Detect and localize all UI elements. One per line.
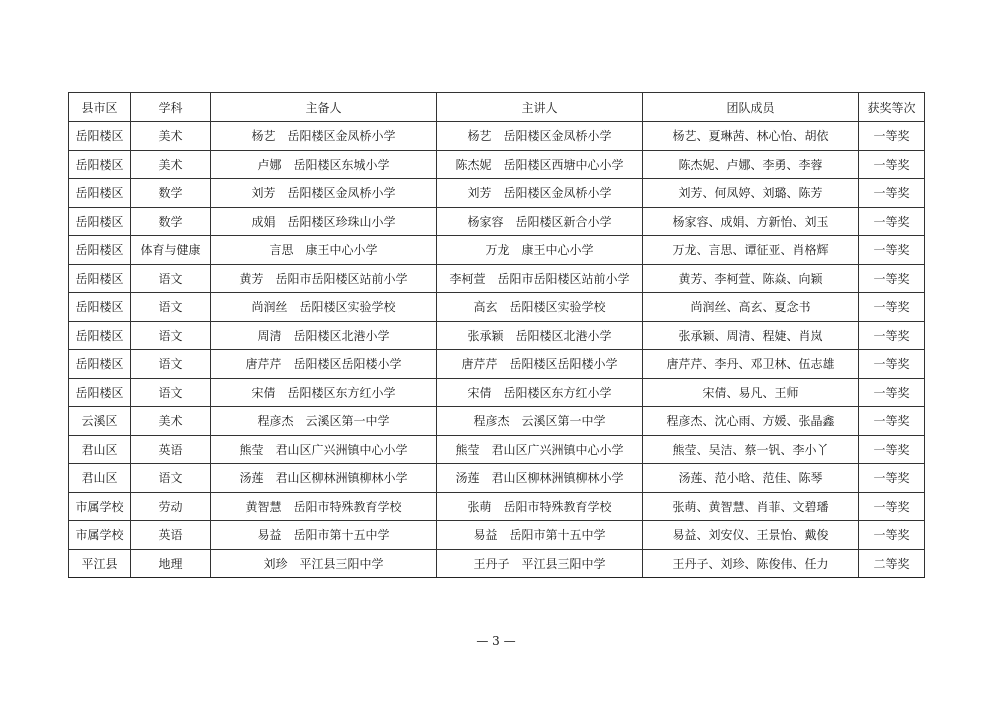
subject-cell: 劳动 — [131, 492, 211, 521]
table-row — [69, 179, 925, 208]
team-cell: 张承颖、周清、程婕、肖岚 — [643, 321, 859, 350]
award-cell: 一等奖 — [859, 150, 925, 179]
preparer-school: 岳阳楼区实验学校 — [299, 300, 396, 315]
header-lecturer: 主讲人 — [437, 93, 643, 122]
preparer-name: 言思 — [269, 243, 294, 258]
preparer-cell — [211, 378, 437, 407]
table-row — [69, 207, 925, 236]
subject-cell: 美术 — [131, 122, 211, 151]
preparer-school: 岳阳市岳阳楼区站前小学 — [275, 271, 408, 286]
team-cell: 尚润丝、高玄、夏念书 — [643, 293, 859, 322]
award-cell: 一等奖 — [859, 321, 925, 350]
preparer-name: 刘珍 — [263, 556, 288, 571]
team-cell: 杨艺、夏琳茜、林心怡、胡依 — [643, 122, 859, 151]
preparer-cell — [211, 264, 437, 293]
lecturer-cell — [437, 350, 643, 379]
district-cell: 市属学校 — [69, 492, 131, 521]
preparer-cell — [211, 207, 437, 236]
district-cell: 岳阳楼区 — [69, 264, 131, 293]
award-cell: 二等奖 — [859, 549, 925, 578]
preparer-name: 刘芳 — [251, 186, 276, 201]
lecturer-name: 张萌 — [467, 499, 492, 514]
table-row — [69, 350, 925, 379]
preparer-name: 易益 — [257, 528, 282, 543]
award-cell: 一等奖 — [859, 264, 925, 293]
award-cell: 一等奖 — [859, 464, 925, 493]
header-subject: 学科 — [131, 93, 211, 122]
subject-cell: 美术 — [131, 407, 211, 436]
team-cell: 刘芳、何凤婷、刘璐、陈芳 — [643, 179, 859, 208]
lecturer-name: 程彦杰 — [473, 414, 510, 429]
preparer-school: 岳阳市特殊教育学校 — [293, 499, 402, 514]
preparer-name: 杨艺 — [251, 129, 276, 144]
lecturer-school: 平江县三阳中学 — [521, 556, 606, 571]
district-cell: 岳阳楼区 — [69, 179, 131, 208]
preparer-cell — [211, 350, 437, 379]
preparer-name: 熊莹 — [239, 442, 264, 457]
award-cell: 一等奖 — [859, 492, 925, 521]
preparer-cell — [211, 549, 437, 578]
subject-cell: 体育与健康 — [131, 236, 211, 265]
district-cell: 君山区 — [69, 435, 131, 464]
team-cell: 宋倩、易凡、王师 — [643, 378, 859, 407]
subject-cell: 语文 — [131, 293, 211, 322]
preparer-cell — [211, 464, 437, 493]
table-row — [69, 150, 925, 179]
preparer-cell — [211, 435, 437, 464]
preparer-cell — [211, 293, 437, 322]
subject-cell: 语文 — [131, 378, 211, 407]
team-cell: 万龙、言思、谭征亚、肖格辉 — [643, 236, 859, 265]
lecturer-name: 杨艺 — [467, 129, 492, 144]
header-team: 团队成员 — [643, 93, 859, 122]
preparer-school: 岳阳楼区金凤桥小学 — [287, 129, 396, 144]
lecturer-school: 岳阳楼区北港小学 — [515, 328, 612, 343]
lecturer-school: 康王中心小学 — [521, 243, 594, 258]
preparer-name: 黄芳 — [239, 271, 264, 286]
district-cell: 岳阳楼区 — [69, 293, 131, 322]
header-district: 县市区 — [69, 93, 131, 122]
lecturer-school: 岳阳楼区岳阳楼小学 — [509, 357, 618, 372]
award-cell: 一等奖 — [859, 236, 925, 265]
award-cell: 一等奖 — [859, 521, 925, 550]
lecturer-cell — [437, 378, 643, 407]
lecturer-cell — [437, 321, 643, 350]
lecturer-school: 岳阳楼区金凤桥小学 — [503, 129, 612, 144]
district-cell: 岳阳楼区 — [69, 122, 131, 151]
preparer-school: 岳阳楼区珍珠山小学 — [287, 214, 396, 229]
subject-cell: 语文 — [131, 321, 211, 350]
award-cell: 一等奖 — [859, 350, 925, 379]
team-cell: 易益、刘安仪、王景怡、戴俊 — [643, 521, 859, 550]
preparer-school: 平江县三阳中学 — [299, 556, 384, 571]
district-cell: 岳阳楼区 — [69, 207, 131, 236]
lecturer-name: 杨家容 — [467, 214, 504, 229]
lecturer-cell — [437, 264, 643, 293]
lecturer-name: 宋倩 — [467, 385, 492, 400]
award-cell: 一等奖 — [859, 122, 925, 151]
lecturer-name: 李柯萱 — [449, 271, 486, 286]
lecturer-school: 岳阳楼区新合小学 — [515, 214, 612, 229]
header-award: 获奖等次 — [859, 93, 925, 122]
preparer-cell — [211, 236, 437, 265]
lecturer-school: 岳阳市岳阳楼区站前小学 — [497, 271, 630, 286]
lecturer-school: 君山区广兴洲镇中心小学 — [491, 442, 624, 457]
lecturer-name: 万龙 — [485, 243, 510, 258]
lecturer-cell — [437, 464, 643, 493]
table-row — [69, 122, 925, 151]
lecturer-cell — [437, 435, 643, 464]
lecturer-cell — [437, 293, 643, 322]
district-cell: 岳阳楼区 — [69, 150, 131, 179]
preparer-name: 成娟 — [251, 214, 276, 229]
table-row — [69, 264, 925, 293]
preparer-school: 君山区广兴洲镇中心小学 — [275, 442, 408, 457]
preparer-school: 岳阳楼区东城小学 — [293, 157, 390, 172]
lecturer-school: 岳阳市第十五中学 — [509, 528, 606, 543]
team-cell: 陈杰妮、卢娜、李勇、李蓉 — [643, 150, 859, 179]
preparer-cell — [211, 521, 437, 550]
award-cell: 一等奖 — [859, 378, 925, 407]
preparer-school: 岳阳楼区东方红小学 — [287, 385, 396, 400]
preparer-cell — [211, 407, 437, 436]
award-cell: 一等奖 — [859, 293, 925, 322]
subject-cell: 英语 — [131, 521, 211, 550]
preparer-name: 黄智慧 — [245, 499, 282, 514]
team-cell: 黄芳、李柯萱、陈焱、向颖 — [643, 264, 859, 293]
preparer-cell — [211, 492, 437, 521]
lecturer-name: 汤莲 — [455, 471, 480, 486]
award-cell: 一等奖 — [859, 207, 925, 236]
preparer-school: 岳阳楼区岳阳楼小学 — [293, 357, 402, 372]
preparer-school: 岳阳楼区金凤桥小学 — [287, 186, 396, 201]
preparer-cell — [211, 179, 437, 208]
lecturer-cell — [437, 150, 643, 179]
header-preparer: 主备人 — [211, 93, 437, 122]
preparer-name: 宋倩 — [251, 385, 276, 400]
table-row — [69, 236, 925, 265]
award-table — [68, 92, 925, 578]
team-cell: 张萌、黄智慧、肖菲、文碧璠 — [643, 492, 859, 521]
lecturer-cell — [437, 407, 643, 436]
table-row — [69, 321, 925, 350]
district-cell: 岳阳楼区 — [69, 236, 131, 265]
table-row — [69, 378, 925, 407]
table-row — [69, 435, 925, 464]
team-cell: 程彦杰、沈心雨、方媛、张晶鑫 — [643, 407, 859, 436]
lecturer-cell — [437, 179, 643, 208]
preparer-school: 岳阳市第十五中学 — [293, 528, 390, 543]
table-row — [69, 293, 925, 322]
table-row — [69, 549, 925, 578]
award-cell: 一等奖 — [859, 435, 925, 464]
subject-cell: 地理 — [131, 549, 211, 578]
lecturer-name: 陈杰妮 — [455, 157, 492, 172]
preparer-name: 尚润丝 — [251, 300, 288, 315]
lecturer-name: 张承颖 — [467, 328, 504, 343]
lecturer-school: 君山区柳林洲镇柳林小学 — [491, 471, 624, 486]
table-row — [69, 521, 925, 550]
district-cell: 岳阳楼区 — [69, 350, 131, 379]
lecturer-name: 唐芹芹 — [461, 357, 498, 372]
preparer-name: 程彦杰 — [257, 414, 294, 429]
preparer-name: 唐芹芹 — [245, 357, 282, 372]
lecturer-cell — [437, 549, 643, 578]
team-cell: 杨家容、成娟、方新怡、刘玉 — [643, 207, 859, 236]
district-cell: 岳阳楼区 — [69, 378, 131, 407]
lecturer-cell — [437, 207, 643, 236]
district-cell: 云溪区 — [69, 407, 131, 436]
preparer-school: 云溪区第一中学 — [305, 414, 390, 429]
table-row — [69, 407, 925, 436]
lecturer-cell — [437, 236, 643, 265]
lecturer-school: 岳阳楼区实验学校 — [509, 300, 606, 315]
lecturer-cell — [437, 492, 643, 521]
lecturer-name: 熊莹 — [455, 442, 480, 457]
district-cell: 市属学校 — [69, 521, 131, 550]
page-number: — 3 — — [476, 634, 516, 648]
subject-cell: 语文 — [131, 464, 211, 493]
district-cell: 君山区 — [69, 464, 131, 493]
lecturer-name: 易益 — [473, 528, 498, 543]
district-cell: 平江县 — [69, 549, 131, 578]
lecturer-name: 刘芳 — [467, 186, 492, 201]
subject-cell: 英语 — [131, 435, 211, 464]
lecturer-school: 云溪区第一中学 — [521, 414, 606, 429]
team-cell: 熊莹、吴洁、蔡一钒、李小丫 — [643, 435, 859, 464]
preparer-school: 君山区柳林洲镇柳林小学 — [275, 471, 408, 486]
lecturer-name: 高玄 — [473, 300, 498, 315]
preparer-cell — [211, 150, 437, 179]
team-cell: 王丹子、刘珍、陈俊伟、任力 — [643, 549, 859, 578]
table-header-row — [69, 93, 925, 122]
subject-cell: 数学 — [131, 207, 211, 236]
lecturer-name: 王丹子 — [473, 556, 510, 571]
lecturer-school: 岳阳楼区金凤桥小学 — [503, 186, 612, 201]
subject-cell: 语文 — [131, 264, 211, 293]
preparer-name: 卢娜 — [257, 157, 282, 172]
lecturer-school: 岳阳楼区西塘中心小学 — [503, 157, 624, 172]
award-cell: 一等奖 — [859, 407, 925, 436]
subject-cell: 数学 — [131, 179, 211, 208]
team-cell: 唐芹芹、李丹、邓卫林、伍志雄 — [643, 350, 859, 379]
district-cell: 岳阳楼区 — [69, 321, 131, 350]
preparer-school: 康王中心小学 — [305, 243, 378, 258]
table-row — [69, 464, 925, 493]
lecturer-school: 岳阳市特殊教育学校 — [503, 499, 612, 514]
award-cell: 一等奖 — [859, 179, 925, 208]
preparer-name: 汤莲 — [239, 471, 264, 486]
preparer-school: 岳阳楼区北港小学 — [293, 328, 390, 343]
preparer-cell — [211, 122, 437, 151]
table-row — [69, 492, 925, 521]
subject-cell: 美术 — [131, 150, 211, 179]
subject-cell: 语文 — [131, 350, 211, 379]
lecturer-school: 岳阳楼区东方红小学 — [503, 385, 612, 400]
team-cell: 汤莲、范小晗、范佳、陈琴 — [643, 464, 859, 493]
lecturer-cell — [437, 521, 643, 550]
preparer-cell — [211, 321, 437, 350]
lecturer-cell — [437, 122, 643, 151]
table-body — [69, 122, 925, 578]
preparer-name: 周清 — [257, 328, 282, 343]
